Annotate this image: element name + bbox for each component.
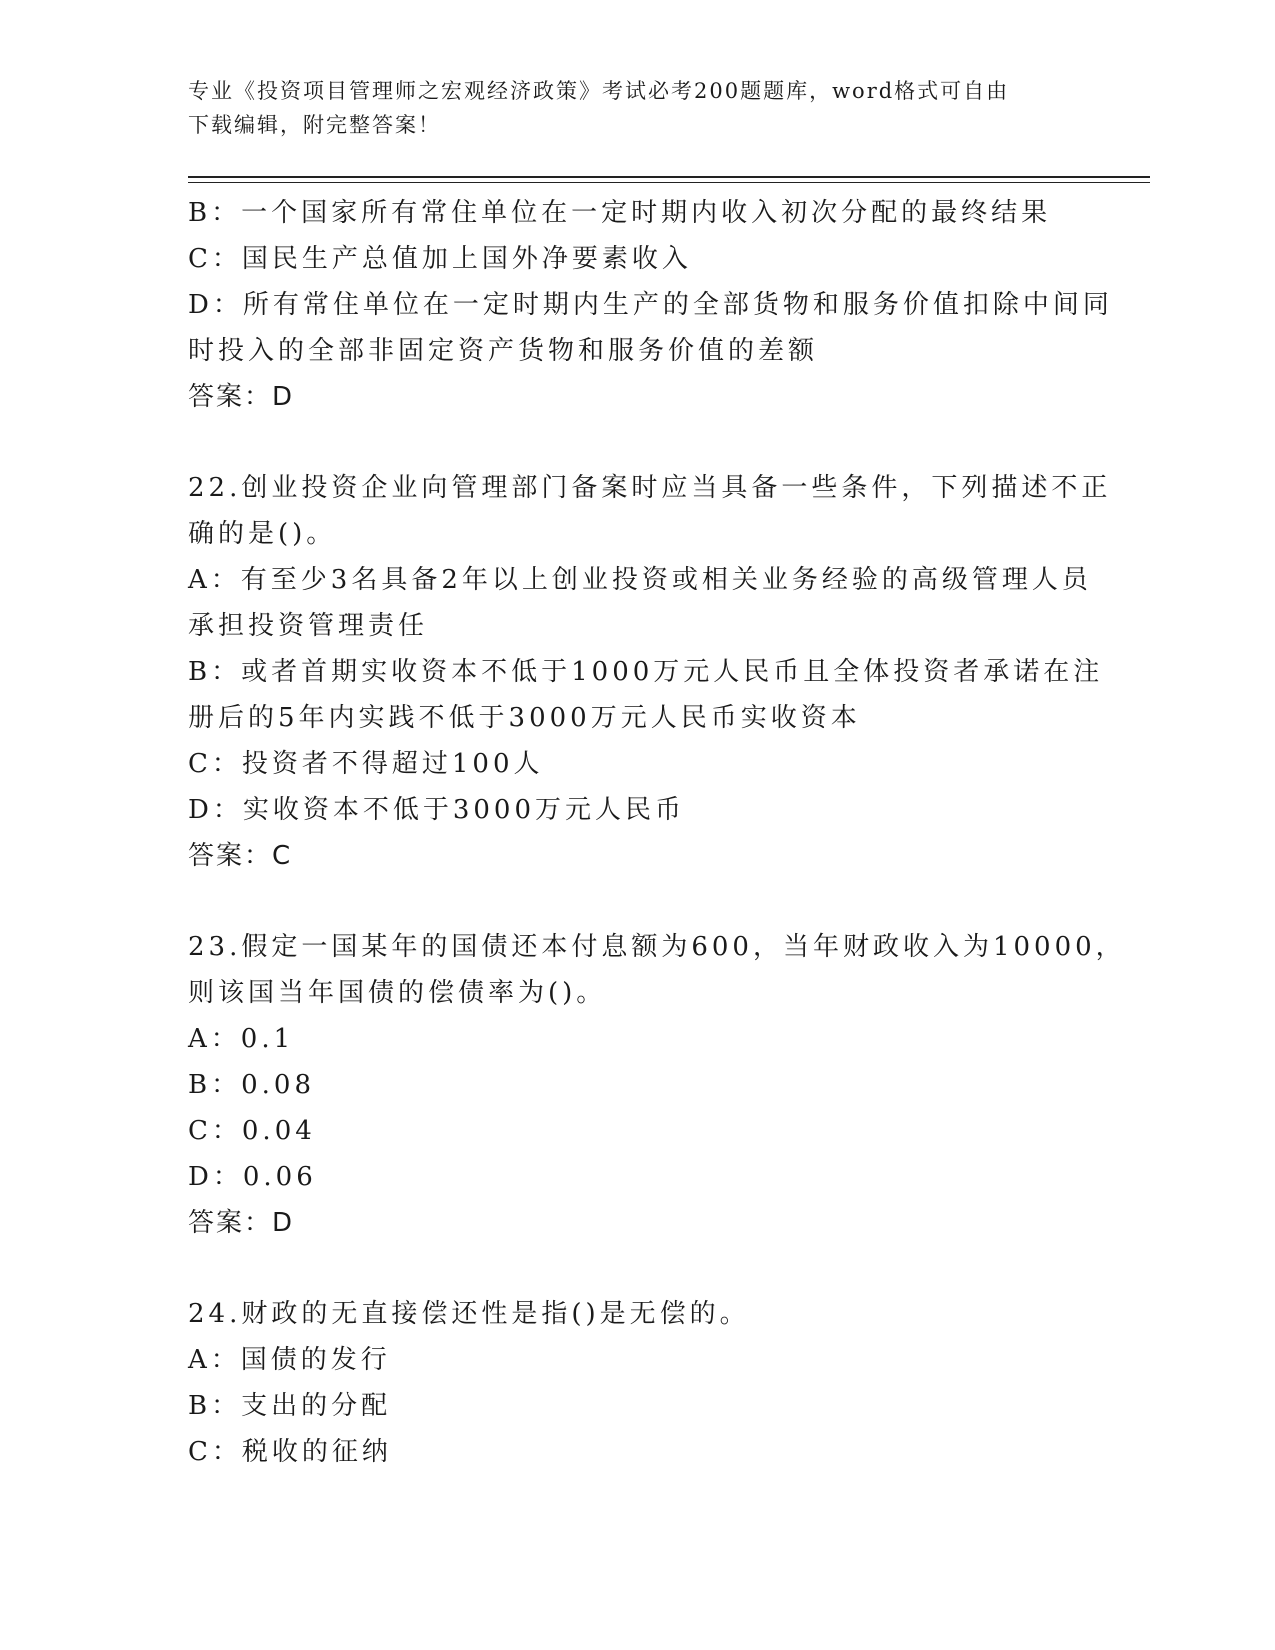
option-a-line-2: 承担投资管理责任 xyxy=(188,611,429,641)
option-b: B：0.08 xyxy=(188,1070,315,1100)
answer: 答案：D xyxy=(188,382,295,412)
header-divider-thick xyxy=(188,176,1150,178)
answer: 答案：C xyxy=(188,841,293,871)
question-23 xyxy=(188,924,1126,1246)
header-line-2: 下载编辑，附完整答案！ xyxy=(188,113,441,137)
option-b: B：支出的分配 xyxy=(188,1391,392,1421)
option-d: D：实收资本不低于3000万元人民币 xyxy=(188,795,686,825)
option-a-line-1: A：有至少3名具备2年以上创业投资或相关业务经验的高级管理人员 xyxy=(188,565,1092,595)
option-c: C：国民生产总值加上国外净要素收入 xyxy=(188,244,692,274)
option-d-line-1: D：所有常住单位在一定时期内生产的全部货物和服务价值扣除中间同 xyxy=(188,290,1113,320)
header-divider-thin xyxy=(188,182,1150,183)
question-stem-line-1: 23.假定一国某年的国债还本付息额为600，当年财政收入为10000， xyxy=(188,932,1126,962)
question-stem-line-2: 确的是()。 xyxy=(188,519,337,549)
option-c: C：税收的征纳 xyxy=(188,1437,392,1467)
question-stem-line-2: 则该国当年国债的偿债率为()。 xyxy=(188,978,607,1008)
option-d-line-2: 时投入的全部非固定资产货物和服务价值的差额 xyxy=(188,336,819,366)
option-a: A：0.1 xyxy=(188,1024,295,1054)
question-21-tail xyxy=(188,190,1113,420)
option-b-line-2: 册后的5年内实践不低于3000万元人民币实收资本 xyxy=(188,703,861,733)
option-c: C：0.04 xyxy=(188,1116,316,1146)
question-24 xyxy=(188,1291,1088,1475)
question-stem-line-1: 22.创业投资企业向管理部门备案时应当具备一些条件，下列描述不正 xyxy=(188,473,1112,503)
question-stem: 24.财政的无直接偿还性是指()是无偿的。 xyxy=(188,1299,750,1329)
question-22 xyxy=(188,465,1112,879)
option-a: A：国债的发行 xyxy=(188,1345,391,1375)
option-c: C：投资者不得超过100人 xyxy=(188,749,544,779)
option-b-line-1: B：或者首期实收资本不低于1000万元人民币且全体投资者承诺在注 xyxy=(188,657,1104,687)
header-line-1: 专业《投资项目管理师之宏观经济政策》考试必考200题题库，word格式可自由 xyxy=(188,79,1010,103)
option-b: B：一个国家所有常住单位在一定时期内收入初次分配的最终结果 xyxy=(188,198,1052,228)
answer: 答案：D xyxy=(188,1208,295,1238)
option-d: D：0.06 xyxy=(188,1162,317,1192)
document-header xyxy=(188,74,1068,142)
question-list xyxy=(188,190,1126,1475)
